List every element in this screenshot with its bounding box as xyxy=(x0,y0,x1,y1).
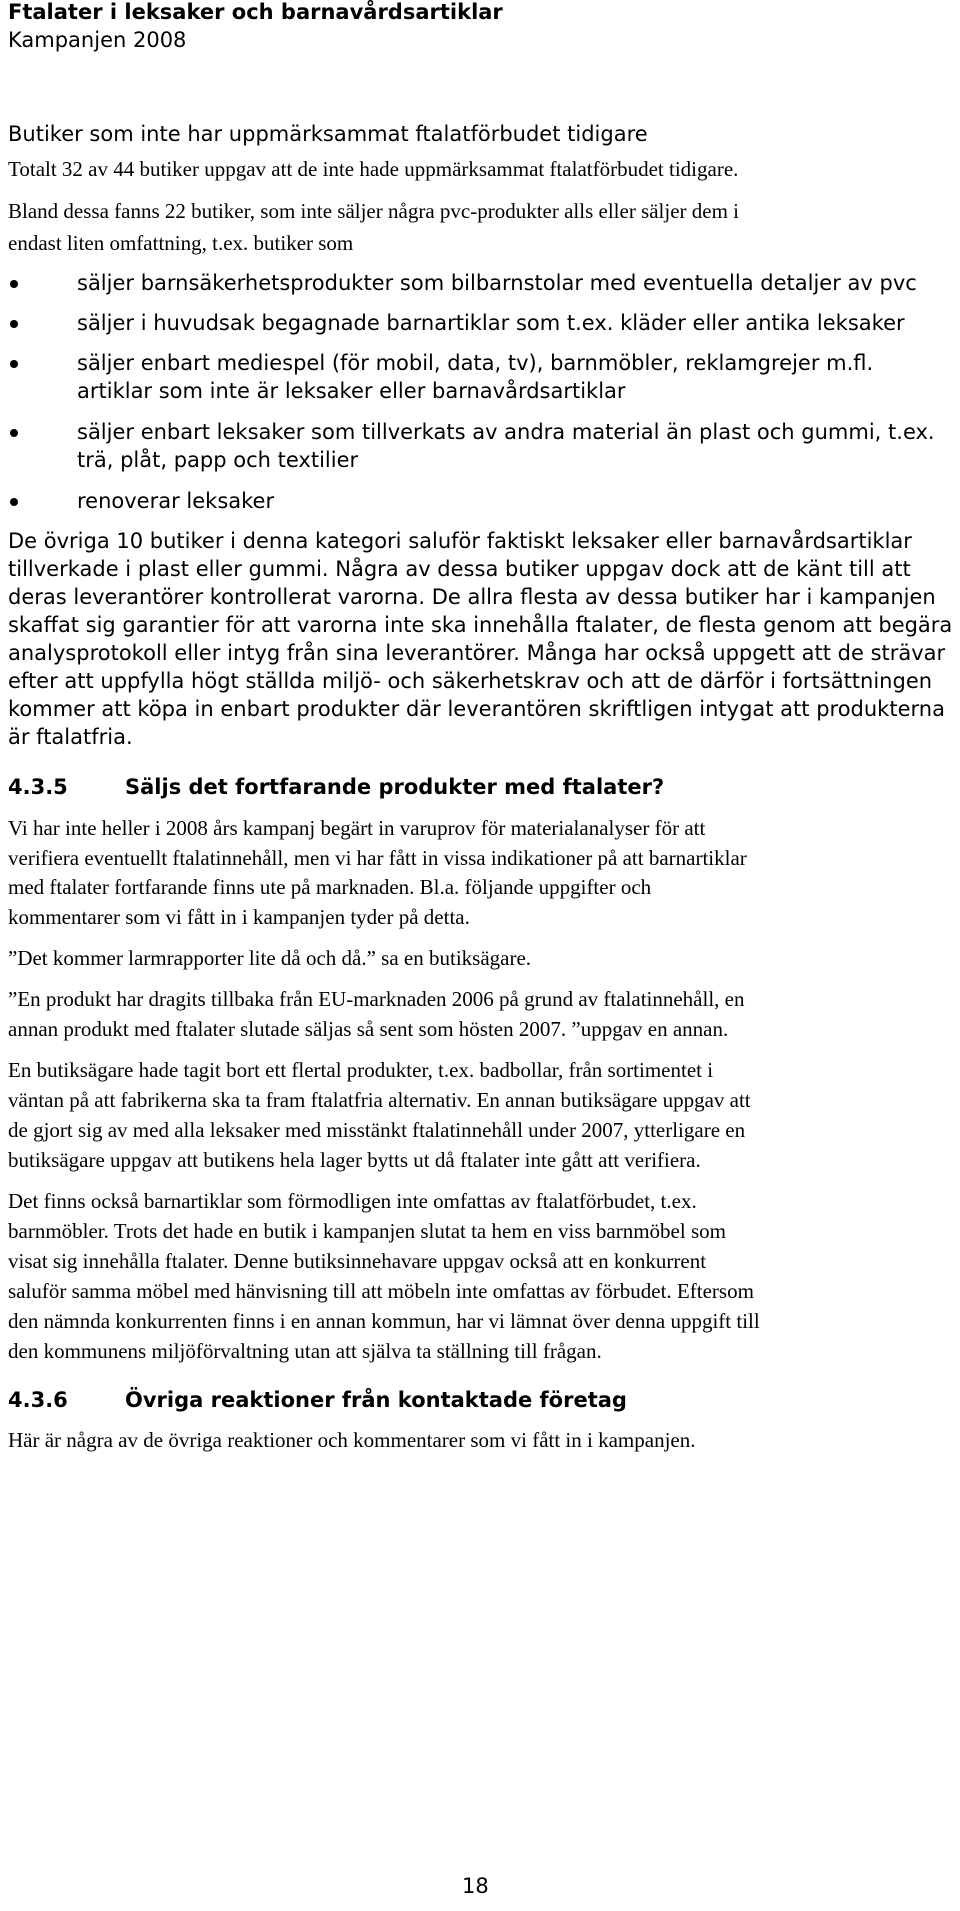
list-item-text: artiklar som inte är leksaker eller barnavårdsartiklar xyxy=(77,379,626,403)
list-item-text: trä, plåt, papp och textilier xyxy=(77,448,359,472)
paragraph-line: med ftalater fortfarande finns ute på marknaden. Bl.a. följande uppgifter och xyxy=(8,875,652,899)
paragraph-line: Här är några av de övriga reaktioner och kommentarer som vi fått in i kampanjen. xyxy=(8,1428,696,1452)
paragraph-line: den nämnda konkurrenten finns i en annan kommun, har vi lämnat över denna uppgift till xyxy=(8,1309,760,1333)
page-number: 18 xyxy=(462,1874,489,1898)
paragraph-line: barnmöbler. Trots det hade en butik i kampanjen slutat ta hem en viss barnmöbel som xyxy=(8,1219,726,1243)
paragraph-line: ”En produkt har dragits tillbaka från EU-marknaden 2006 på grund av ftalatinnehåll, en xyxy=(8,987,745,1011)
paragraph-line: saluför samma möbel med hänvisning till att möbeln inte omfattas av förbudet. Eftersom xyxy=(8,1279,754,1303)
paragraph-line: verifiera eventuellt ftalatinnehåll, men vi har fått in vissa indikationer på att barnartiklar xyxy=(8,846,747,870)
bullet-icon xyxy=(10,429,18,437)
paragraph-line: är ftalatfria. xyxy=(8,725,133,749)
list-item-text: säljer enbart leksaker som tillverkats av andra material än plast och gummi, t.ex. xyxy=(77,420,935,444)
paragraph-line: skaffat sig garantier för att varorna inte ska innehålla ftalater, de flesta genom att begära xyxy=(8,613,953,637)
list-item-text: säljer i huvudsak begagnade barnartiklar som t.ex. kläder eller antika leksaker xyxy=(77,311,905,335)
bullet-icon xyxy=(10,280,18,288)
paragraph-line: En butiksägare hade tagit bort ett flertal produkter, t.ex. badbollar, från sortimentet i xyxy=(8,1058,714,1082)
section-heading-intro: Butiker som inte har uppmärksammat ftalatförbudet tidigare xyxy=(8,122,648,146)
list-item-text: säljer barnsäkerhetsprodukter som bilbarnstolar med eventuella detaljer av pvc xyxy=(77,271,917,295)
paragraph-line: visat sig innehålla ftalater. Denne butiksinnehavare uppgav också att en konkurrent xyxy=(8,1249,707,1273)
section-heading: Säljs det fortfarande produkter med ftalater? xyxy=(125,775,665,799)
section-heading: Övriga reaktioner från kontaktade företag xyxy=(125,1388,627,1412)
paragraph-line: deras leverantörer kontrollerat varorna. De allra flesta av dessa butiker har i kampanjen xyxy=(8,585,936,609)
paragraph-line: den kommunens miljöförvaltning utan att själva ta ställning till frågan. xyxy=(8,1339,602,1363)
bullet-icon xyxy=(10,320,18,328)
paragraph-line: endast liten omfattning, t.ex. butiker som xyxy=(8,231,354,255)
list-item-text: säljer enbart mediespel (för mobil, data, tv), barnmöbler, reklamgrejer m.fl. xyxy=(77,351,874,375)
paragraph-line: De övriga 10 butiker i denna kategori saluför faktiskt leksaker eller barnavårdsartiklar xyxy=(8,529,912,553)
bullet-icon xyxy=(10,498,18,506)
paragraph-line: de gjort sig av med alla leksaker med misstänkt ftalatinnehåll under 2007, ytterligare en xyxy=(8,1118,746,1142)
paragraph-line: Bland dessa fanns 22 butiker, som inte säljer några pvc-produkter alls eller säljer dem i xyxy=(8,199,740,223)
paragraph-line: väntan på att fabrikerna ska ta fram ftalatfria alternativ. En annan butiksägare uppgav att xyxy=(8,1088,751,1112)
paragraph-line: analysprotokoll eller intyg från sina leverantörer. Många har också uppgett att de strävar xyxy=(8,641,946,665)
paragraph-line: efter att uppfylla högt ställda miljö- och säkerhetskrav och att de därför i fortsättningen xyxy=(8,669,933,693)
quote: ”Det kommer larmrapporter lite då och då.” sa en butiksägare. xyxy=(8,946,532,970)
paragraph-line: kommer att köpa in enbart produkter där leverantören skriftligen intygat att produkterna xyxy=(8,697,945,721)
paragraph-line: kommentarer som vi fått in i kampanjen tyder på detta. xyxy=(8,905,470,929)
section-number: 4.3.5 xyxy=(8,775,68,799)
paragraph-line: tillverkade i plast eller gummi. Några av dessa butiker uppgav dock att de känt till att xyxy=(8,557,911,581)
paragraph-line: Vi har inte heller i 2008 års kampanj begärt in varuprov för materialanalyser för att xyxy=(8,816,706,840)
paragraph-line: annan produkt med ftalater slutade säljas så sent som hösten 2007. ”uppgav en annan. xyxy=(8,1017,729,1041)
bullet-icon xyxy=(10,360,18,368)
document-subtitle: Kampanjen 2008 xyxy=(8,28,187,52)
paragraph-line: butiksägare uppgav att butikens hela lager bytts ut då ftalater inte gått att verifiera. xyxy=(8,1148,701,1172)
document-title: Ftalater i leksaker och barnavårdsartiklar xyxy=(8,0,503,24)
paragraph-line: Totalt 32 av 44 butiker uppgav att de inte hade uppmärksammat ftalatförbudet tidigare. xyxy=(8,157,739,181)
section-number: 4.3.6 xyxy=(8,1388,68,1412)
paragraph-line: Det finns också barnartiklar som förmodligen inte omfattas av ftalatförbudet, t.ex. xyxy=(8,1189,697,1213)
list-item-text: renoverar leksaker xyxy=(77,489,275,513)
